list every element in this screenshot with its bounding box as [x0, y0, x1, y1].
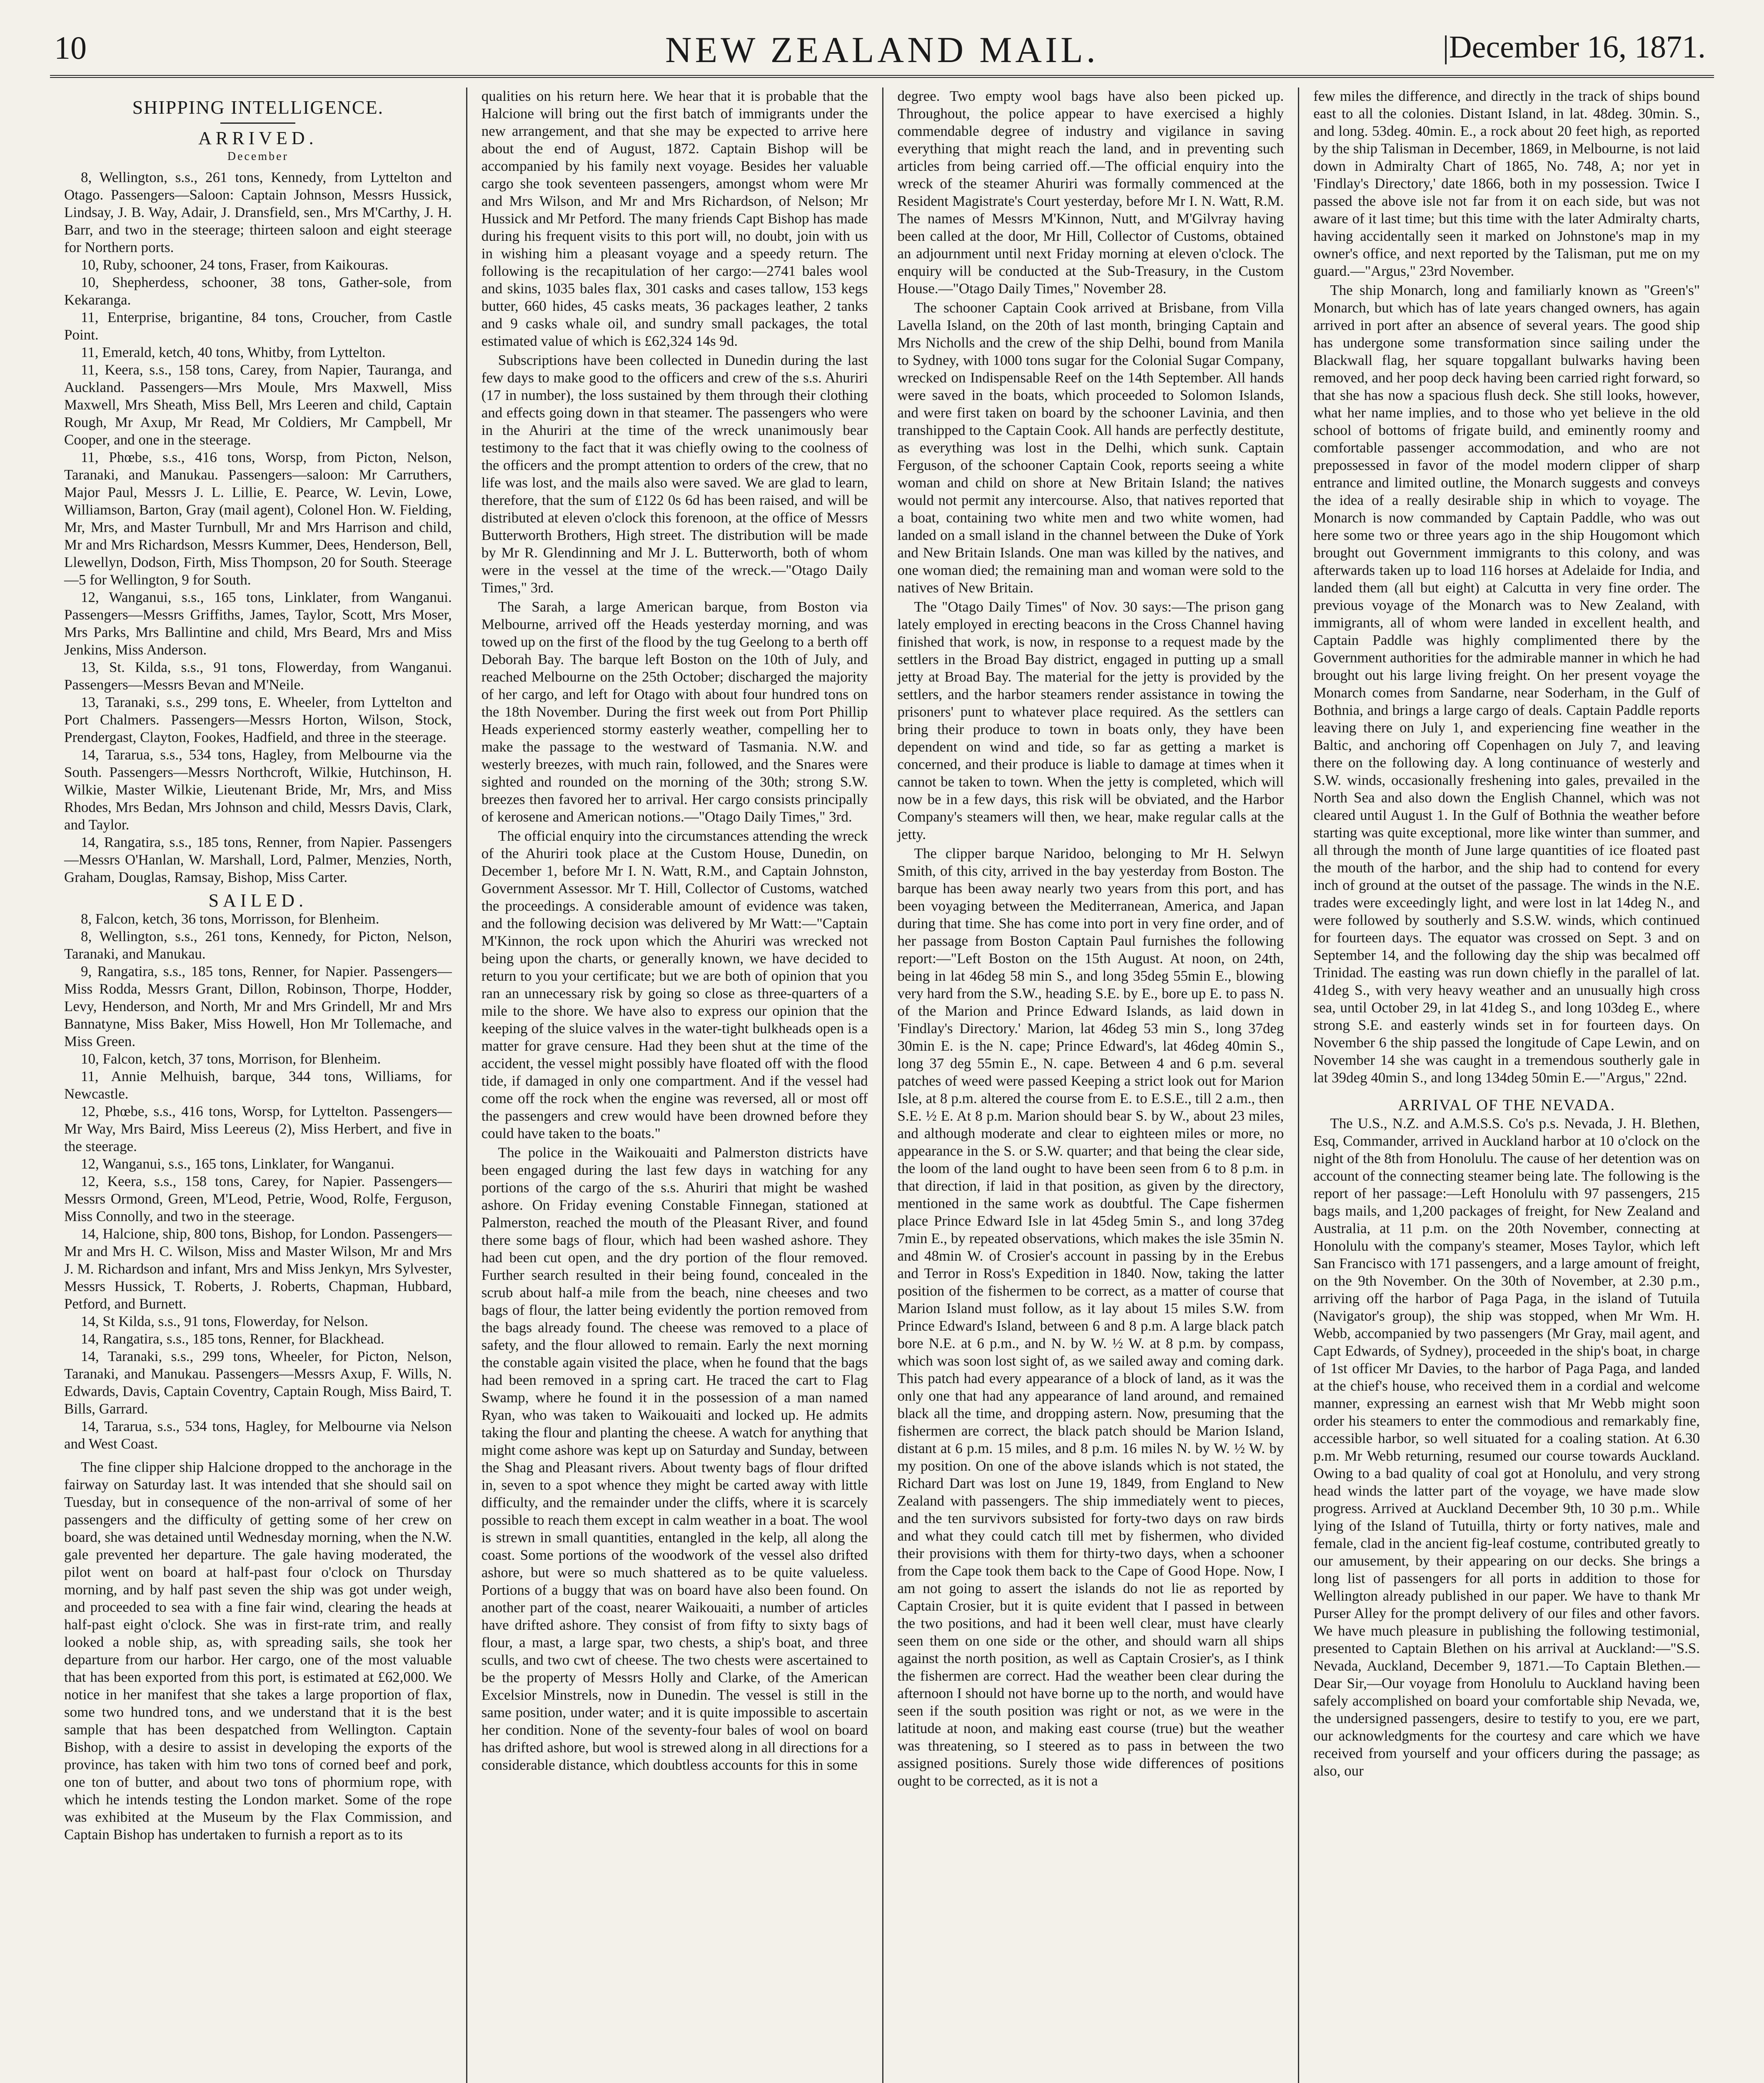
- sailing-entry: 12, Wanganui, s.s., 165 tons, Linklater, for Wanganui.: [81, 1156, 394, 1172]
- article-paragraph: The "Otago Daily Times" of Nov. 30 says:—The prison gang lately employed in erecting beacons in the Cross Channel having finished that work, is now, in response to a request made by the settlers in the Broad Bay district, engaged in putting up a small jetty at Broad Bay. The material for the jetty is provided by the settlers, and the harbor steamers render assistance in towing the prisoners' punt to whatever place required. As the settlers can bring their produce to town in boats only, they have been dependent on wind and tide, so far as getting a market is concerned, and their produce is liable to damage at times when it cannot be taken to town. When the jetty is completed, which will now be in a few days, this risk will be obviated, and the Harbor Company's steamers will then, we hear, make regular calls at the jetty.: [897, 599, 1284, 842]
- arrival-entry: 11, Enterprise, brigantine, 84 tons, Croucher, from Castle Point.: [64, 309, 452, 343]
- month-label: December: [227, 150, 289, 163]
- divider: [220, 122, 295, 124]
- newspaper-title: NEW ZEALAND MAIL.: [665, 30, 1099, 70]
- sailing-entry: 11, Annie Melhuish, barque, 344 tons, Williams, for Newcastle.: [64, 1068, 452, 1102]
- arrived-heading: ARRIVED.: [198, 128, 318, 148]
- article-paragraph: The fine clipper ship Halcione dropped to the anchorage in the fairway on Saturday last. It was intended that she should sail on Tuesday, but in consequence of the non-arrival of some of her passengers and the difficulty of getting some of her crew on board, she was detained until Wednesday morning, when the N.W. gale prevented her departure. The gale having moderated, the pilot went on board at half-past four o'clock on Thursday morning, and by half past seven the ship was got under weigh, and proceeded to sea with a fine fair wind, clearing the heads at half-past eight o'clock. She was in first-rate trim, and really looked a noble ship, as, with spreading sails, she took her departure from our harbor. Her cargo, one of the most valuable that has been exported from this port, is estimated at £62,000. We notice in her manifest that she takes a large proportion of flax, some two hundred tons, and we understand that it is the best sample that has been despatched from Wellington. Captain Bishop, with a desire to assist in developing the exports of the province, has taken with him two tons of corned beef and pork, one ton of butter, and about two tons of phormium rope, with which he intends testing the London market. Some of the rope was exhibited at the Museum by the Flax Commission, and Captain Bishop has undertaken to furnish a report as to its: [64, 1459, 452, 1843]
- sailing-entry: 14, St Kilda, s.s., 91 tons, Flowerday, for Nelson.: [81, 1313, 368, 1329]
- column-3: [882, 87, 1298, 2083]
- arrival-entry: 8, Wellington, s.s., 261 tons, Kennedy, from Lyttelton and Otago. Passengers—Saloon: Captain Johnson, Messrs Hussick, Lindsay, J. B. Way, Adair, J. Dransfield, sen., Mrs M'Carthy, J. H. Barr, and two in the steerage; thirteen saloon and eight steerage for Northern ports.: [64, 169, 452, 255]
- arrival-entry: 12, Wanganui, s.s., 165 tons, Linklater, from Wanganui. Passengers—Messrs Griffiths, James, Taylor, Scott, Mrs Moser, Mrs Parks, Mrs Ballintine and child, Mrs Beard, Mrs and Miss Jenkins, Miss Anderson.: [64, 589, 452, 658]
- arrival-entry: 11, Keera, s.s., 158 tons, Carey, from Napier, Tauranga, and Auckland. Passengers—Mrs Moule, Mrs Maxwell, Miss Maxwell, Mrs Sheath, Miss Bell, Mrs Leeren and child, Captain Rough, Mr Axup, Mr Read, Mr Coldiers, Mr Campbell, Mr Cooper, and one in the steerage.: [64, 362, 452, 448]
- sailing-entry: 12, Keera, s.s., 158 tons, Carey, for Napier. Passengers—Messrs Ormond, Green, M'Leod, Petrie, Wood, Rolfe, Ferguson, Miss Connolly, and two in the steerage.: [64, 1173, 452, 1224]
- arrival-entry: 14, Rangatira, s.s., 185 tons, Renner, from Napier. Passengers—Messrs O'Hanlan, W. Marshall, Lord, Palmer, Menzies, North, Graham, Douglas, Ramsay, Bishop, Miss Carter.: [64, 834, 452, 885]
- article-paragraph: The Sarah, a large American barque, from Boston via Melbourne, arrived off the Heads yesterday morning, and was towed up on the first of the flood by the tug Geelong to a berth off Deborah Bay. The barque left Boston on the 10th of July, and reached Melbourne on the 25th October; discharged the majority of her cargo, and left for Otago with about four hundred tons on the 18th November. During the first week out from Port Phillip Heads experienced stormy easterly weather, compelling her to make the passage to the westward of Tasmania. N.W. and westerly breezes, with much rain, followed, and the Snares were sighted and rounded on the morning of the 30th; strong S.W. breezes then favored her to arrival. Her cargo consists principally of kerosene and American notions.—"Otago Daily Times," 3rd.: [481, 599, 868, 825]
- masthead: [50, 29, 1714, 78]
- article-paragraph: The police in the Waikouaiti and Palmerston districts have been engaged during the last few days in watching for any portions of the cargo of the s.s. Ahuriri that might be washed ashore. On Friday evening Constable Finnegan, stationed at Palmerston, reached the mouth of the Pleasant River, and found there some bags of flour, which had been washed ashore. They had been cut open, and the dry portion of the flour removed. Further search resulted in their being found, concealed in the scrub about half-a mile from the beach, nine cheeses and two bags of flour, the latter being evidently the portion removed from the bags already found. The cheese was removed to a place of safety, and the flour allowed to remain. Early the next morning the constable again visited the place, when he found that the bags had been removed in a spring cart. He traced the cart to Flag Swamp, where he found it in the possession of a man named Ryan, who was taken to Waikouaiti and locked up. He admits taking the flour and planting the cheese. A watch for anything that might come ashore was kept up on Saturday and Sunday, between the Shag and Pleasant rivers. About twenty bags of flour drifted in, seven to a spot whence they might be carted away with little difficulty, and the remainder under the cliffs, where it is scarcely possible to reach them except in calm weather in a boat. The wool is strewn in small quantities, entangled in the kelp, all along the coast. Some portions of the woodwork of the vessel also drifted ashore, but were so much shattered as to be quite valueless. Portions of a buggy that was on board have also been found. On another part of the coast, nearer Waikouaiti, a number of articles have drifted ashore. They consist of from fifty to sixty bags of flour, a mast, a large spar, two chests, a ship's boat, and three sculls, and two cwt of cheese. The two chests were ascertained to be the property of Messrs Holly and Clarke, of the American Excelsior Minstrels, now in Dunedin. The vessel is still in the same position, under water; and it is quite impossible to ascertain her condition. None of the seventy-four bales of wool on board has drifted ashore, but wool is strewed along in all directions for a considerable distance, which doubtless accounts for this in some: [481, 1144, 868, 1773]
- article-paragraph: qualities on his return here. We hear that it is probable that the Halcione will bring out the first batch of immigrants under the new arrangement, and that she may be expected to arrive here about the end of August, 1872. Captain Bishop will be accompanied by his family next voyage. Besides her valuable cargo she took seventeen passengers, amongst whom were Mr and Mrs Wilson, and Mr and Mrs Richardson, of Nelson; Mr Hussick and Mr Petford. The many friends Capt Bishop has made during his frequent visits to this port will, no doubt, join with us in wishing him a pleasant voyage and a speedy return. The following is the recapitulation of her cargo:—2741 bales wool and skins, 1035 bales flax, 301 casks and cases tallow, 153 kegs butter, 660 hides, 45 casks meats, 36 packages leather, 2 tanks and 9 casks whale oil, and sundry small packages, the total estimated value of which is £62,324 14s 9d.: [481, 88, 868, 349]
- shipping-intelligence-heading: SHIPPING INTELLIGENCE.: [132, 97, 384, 118]
- column-2: [466, 87, 882, 2083]
- sailing-entry: 14, Tararua, s.s., 534 tons, Hagley, for Melbourne via Nelson and West Coast.: [64, 1418, 452, 1452]
- arrival-entry: 10, Ruby, schooner, 24 tons, Fraser, from Kaikouras.: [81, 257, 389, 273]
- sailing-entry: 12, Phœbe, s.s., 416 tons, Worsp, for Lyttelton. Passengers—Mr Way, Mrs Baird, Miss Leereus (2), Miss Herbert, and five in the steerage.: [64, 1103, 452, 1154]
- sailed-heading: SAILED.: [208, 890, 308, 911]
- column-1: [50, 87, 466, 2083]
- article-paragraph: The clipper barque Naridoo, belonging to Mr H. Selwyn Smith, of this city, arrived in the bay yesterday from Boston. The barque has been away nearly two years from this port, and has been voyaging between the Mediterranean, America, and Japan during that time. She has come into port in very fine order, and of her passage from Boston Captain Paul furnishes the following report:—"Left Boston on the 15th August. At noon, on 24th, being in lat 46deg 58 min S., and long 35deg 55min E., blowing very hard from the S.W., heading S.E. by E., bore up E. to pass N. of the Marion and Prince Edward Islands, as laid down in 'Findlay's Directory.' Marion, lat 46deg 53 min S., long 37deg 30min E. is the N. cape; Prince Edward's, lat 46deg 40min S., long 37 deg 55min E., N. cape. Between 4 and 6 p.m. several patches of weed were passed Keeping a strict look out for Marion Isle, at 8 p.m. altered the course from E. to E.S.E., till 2 a.m., then S.E. ½ E. At 8 p.m. Marion should bear S. by W., about 23 miles, and although moderate and clear to eighteen miles or more, no appearance in the S. or S.W. quarter; and that being the clear side, the loom of the land ought to have been seen from 6 to 8 p.m. in that direction, if laid in that position, as given by the directory, mentioned in the same work as doubtful. The Cape fishermen place Prince Edward Isle in lat 45deg 5min S., and long 37deg 7min E., by repeated observations, which makes the isle 35min N. and 48min W. of Crosier's account in passing by in the Erebus and Terror in Ross's Expedition in 1840. Now, taking the latter position of the fishermen to be correct, as a matter of course that Marion Island must follow, as it lay about 15 miles S.W. from Prince Edward's Island, between 6 and 8 p.m. A large black patch bore N.E. at 6 p.m., and N. by W. ½ W. at 8 p.m. by compass, which was soon lost sight of, as we sailed away and coming dark. This patch had every appearance of a block of land, as it was the only one that had any appearance of land around, and remained black all the time, and dropping astern. Now, presuming that the fishermen are correct, the black patch should be Marion Island, distant at 6 p.m. 15 miles, and 8 p.m. 16 miles N. by W. ½ W. by my position. On one of the above islands which is not stated, the Richard Dart was lost on June 19, 1849, from England to New Zealand with passengers. The ship immediately went to pieces, and the ten survivors subsisted for forty-two days on raw birds and what they could catch till met by fishermen, who divided their provisions with them for thirty-two days, when a schooner from the Cape took them back to the Cape of Good Hope. Now, I am not going to assert the islands do not lie as reported by Captain Crosier, but it is quite evident that I passed in between the two positions, and had it been well clear, must have clearly seen them on one side or the other, and should warn all ships against the north position, as well as Captain Crosier's, as I think the fishermen are correct. Had the weather been clear during the afternoon I should not have borne up to the north, and would have seen if the south position was right or not, as we were in the latitude at noon, and making east course (true) but the weather was threatening, so I steered as to pass in between the two assigned positions. Surely those wide differences of positions ought to be corrected, as it is not a: [897, 845, 1284, 1789]
- arrival-entry: 10, Shepherdess, schooner, 38 tons, Gather-sole, from Kekaranga.: [64, 274, 452, 308]
- sailing-entry: 10, Falcon, ketch, 37 tons, Morrison, for Blenheim.: [81, 1051, 381, 1067]
- column-grid: [50, 87, 1714, 2083]
- article-paragraph: degree. Two empty wool bags have also been picked up. Throughout, the police appear to have exercised a highly commendable degree of industry and vigilance in saving everything that might reach the land, and in preventing such articles from being carried off.—The official enquiry into the wreck of the steamer Ahuriri was formally commenced at the Resident Magistrate's Court yesterday, before Mr I. N. Watt, R.M. The names of Messrs M'Kinnon, Nutt, and M'Gilvray having been called at the door, Mr Hill, Collector of Customs, obtained an adjournment until next Friday morning at eleven o'clock. The enquiry will be conducted at the Sub-Treasury, in the Custom House.—"Otago Daily Times," November 28.: [897, 88, 1284, 297]
- arrival-entry: 13, St. Kilda, s.s., 91 tons, Flowerday, from Wanganui. Passengers—Messrs Bevan and M'Neile.: [64, 659, 452, 693]
- arrived-list: [64, 169, 452, 886]
- issue-date: |December 16, 1871.: [1442, 30, 1706, 65]
- arrival-entry: 13, Taranaki, s.s., 299 tons, E. Wheeler, from Lyttelton and Port Chalmers. Passengers—Messrs Horton, Wilson, Stock, Prendergast, Clayton, Fookes, Hadfield, and three in the steerage.: [64, 694, 452, 745]
- article-paragraph: few miles the difference, and directly in the track of ships bound east to all the colonies. Distant Island, in lat. 48deg. 30min. S., and long. 53deg. 40min. E., a rock about 20 feet high, as reported by the ship Talisman in December, 1869, in Melbourne, is not laid down in Admiralty Chart of 1865, No. 748, A; nor yet in 'Findlay's Directory,' date 1866, both in my possession. Twice I passed the above isle not far from it on each side, but was not aware of it last time; but this time with the later Admiralty charts, having accidentally seen it marked on Johnstone's map in my owner's office, and next reported by the Talisman, put me on my guard.—"Argus," 23rd November.: [1313, 88, 1700, 279]
- article-paragraph: The schooner Captain Cook arrived at Brisbane, from Villa Lavella Island, on the 20th of last month, bringing Captain and Mrs Nicholls and the crew of the ship Delhi, bound from Manila to Sydney, with 1000 tons sugar for the Colonial Sugar Company, wrecked on Indispensable Reef on the 14th September. All hands were saved in the boats, which proceeded to Solomon Islands, and were first taken on board by the schooner Lavinia, and then transhipped to the Captain Cook. All hands are perfectly destitute, as everything was lost in the Delhi, which sunk. Captain Ferguson, of the schooner Captain Cook, reports seeing a white woman and child on shore at New Britain Island; the natives would not permit any intercourse. Also, that natives reported that a boat, containing two white men and two white women, had landed on a small island in the channel between the Duke of York and New Britain Islands. One man was killed by the natives, and one woman died; the remaining man and woman were sold to the natives of New Britain.: [897, 300, 1284, 596]
- sailing-entry: 14, Taranaki, s.s., 299 tons, Wheeler, for Picton, Nelson, Taranaki, and Manukau. Passengers—Messrs Axup, F. Wills, N. Edwards, Davis, Captain Coventry, Captain Rough, Miss Baird, T. Bills, Garrard.: [64, 1348, 452, 1417]
- page-number: 10: [54, 30, 87, 66]
- arrival-entry: 11, Emerald, ketch, 40 tons, Whitby, from Lyttelton.: [81, 344, 386, 360]
- column-4: [1298, 87, 1714, 2083]
- sailing-entry: 8, Falcon, ketch, 36 tons, Morrisson, for Blenheim.: [81, 911, 379, 927]
- article-paragraph: The U.S., N.Z. and A.M.S.S. Co's p.s. Nevada, J. H. Blethen, Esq, Commander, arrived in Auckland harbor at 10 o'clock on the night of the 8th from Honolulu. The cause of her detention was on account of the connecting steamer being late. The following is the report of her passage:—Left Honolulu with 97 passengers, 215 bags mails, and 1,200 packages of freight, for New Zealand and Australia, at 11 p.m. on the 20th November, connecting at Honolulu with the company's steamer, Moses Taylor, which left San Francisco with 171 passengers, and a large amount of freight, on the 9th November. On the 30th of November, at 2.30 p.m., arriving off the harbor of Paga Paga, in the island of Tutuila (Navigator's group), the ship was stopped, when Mr Wm. H. Webb, accompanied by two passengers (Mr Gray, mail agent, and Capt Edwards, of Sydney), proceeded in the ship's boat, in charge of 1st officer Mr Davies, to the harbor of Paga Paga, and landed at the chief's house, who received them in a cordial and welcome manner, expressing an earnest wish that Mr Webb might soon order his steamers to enter the commodious and remarkably fine, accessible harbor, so well situated for a coaling station. At 6.30 p.m. Mr Webb returning, resumed our course towards Auckland. Owing to a bad quality of coal got at Honolulu, and very strong head winds the latter part of the voyage, we have made slow progress. Arrived at Auckland December 9th, 10 30 p.m.. While lying of the Island of Tutuilla, thirty or forty natives, male and female, clad in the ancient fig-leaf costume, contributed greatly to our amusement, by their appearing on our decks. She brings a long list of passengers for all ports in addition to those for Wellington already published in our paper. We have to thank Mr Purser Alley for the prompt delivery of our files and other favors. We have much pleasure in publishing the following testimonial, presented to Captain Blethen on his arrival at Auckland:—"S.S. Nevada, Auckland, December 9, 1871.—To Captain Blethen.—Dear Sir,—Our voyage from Honolulu to Auckland having been safely accomplished on board your comfortable ship Nevada, we, the undersigned passengers, desire to testify to you, ere we part, our acknowledgments for the courtesy and care which we have received from yourself and your officers during the passage; as also, our: [1313, 1115, 1700, 1779]
- sailing-entry: 9, Rangatira, s.s., 185 tons, Renner, for Napier. Passengers—Miss Rodda, Messrs Grant, Dillon, Robinson, Thorpe, Hodder, Levy, Henderson, and North, Mr and Mrs Grindell, Mr and Mrs Bannatyne, Miss Baker, Miss Howell, Hon Mr Tollemache, and Miss Green.: [64, 963, 452, 1049]
- sailed-list: [64, 910, 452, 1453]
- arrival-entry: 14, Tararua, s.s., 534 tons, Hagley, from Melbourne via the South. Passengers—Messrs Northcroft, Wilkie, Hutchinson, H. Wilkie, Master Wilkie, Lieutenant Bride, Mr, Mrs, and Miss Rhodes, Mrs Bedan, Mrs Johnson and child, Messrs Davis, Clark, and Taylor.: [64, 747, 452, 833]
- article-paragraph: The ship Monarch, long and familiarly known as "Green's" Monarch, but which has of late years changed owners, has again arrived in port after an absence of several years. The good ship has undergone some transformation since sailing under the Blackwall flag, her square topgallant bulwarks having been removed, and her poop deck having been carried right forward, so that she has now a spacious flush deck. She still looks, however, what her name implies, and to those who yet believe in the old school of bottoms of frigate build, and eminently roomy and comfortable passenger accommodation, and who are not prepossessed in favor of the model modern clipper of sharp entrance and limited outline, the Monarch suggests and conveys the idea of a really desirable ship in which to voyage. The Monarch is now commanded by Captain Paddle, who was out here some two or three years ago in the ship Hougomont which brought out Government immigrants to this colony, and was afterwards taken up to load 116 horses at Adelaide for India, and landed them (all but eight) at Calcutta in very fine order. The previous voyage of the Monarch was to New Zealand, with immigrants, all of whom were landed in excellent health, and Captain Paddle was highly complimented there by the Government authorities for the admirable manner in which he had brought out his large living freight. On her present voyage the Monarch comes from Sandarne, near Soderham, in the Gulf of Bothnia, and brings a large cargo of deals. Captain Paddle reports leaving there on July 1, and experiencing fine weather in the Baltic, and anchoring off Copenhagen on July 7, and leaving there on the following day. A long continuance of westerly and S.W. winds, occasionally freshening into gales, prevailed in the North Sea and also down the English Channel, which was not cleared until August 1. In the Gulf of Bothnia the weather before starting was quite exceptional, more like winter than summer, and all through the month of June large quantities of ice floated past the mouth of the harbor, and the ship had to contend for every inch of ground at the outset of the passage. The winds in the N.E. trades were exceedingly light, and were lost in lat 14deg N., and were followed by southerly and S.S.W. winds, which continued for fourteen days. The equator was crossed on Sept. 3 and on September 14, and the following day the ship was becalmed off Trinidad. The easting was run down chiefly in the parallel of lat. 41deg S., with very heavy weather and an unusually high cross sea, until October 29, in lat 41deg S., and long 103deg E., where strong S.E. and easterly winds set in for fourteen days. On November 6 the ship passed the longitude of Cape Lewin, and on November 14 she was caught in a tremendous southerly gale in lat 39deg 40min S., and long 134deg 50min E.—"Argus," 22nd.: [1313, 282, 1700, 1086]
- article-paragraph: The official enquiry into the circumstances attending the wreck of the Ahuriri took place at the Custom House, Dunedin, on December 1, before Mr I. N. Watt, R.M., and Captain Johnston, Government Assessor. Mr T. Hill, Collector of Customs, watched the proceedings. A considerable amount of evidence was taken, and the following decision was delivered by Mr Watt:—"Captain M'Kinnon, the rock upon which the Ahuriri was wrecked not being upon the charts, or generally known, we have decided to return to you your certificate; but we are both of opinion that you ran an unnecessary risk by going so close as three-quarters of a mile to the shore. We have also to express our opinion that the keeping of the sluice valves in the water-tight bulkheads open is a matter for grave censure. Had they been shut at the time of the accident, the vessel might possibly have floated off with the flood tide, if damaged in only one compartment. And if the vessel had come off the rock when the engine was reversed, all or most off the passengers and crew would have been drowned before they could have taken to the boats.": [481, 828, 868, 1141]
- sailing-entry: 14, Halcione, ship, 800 tons, Bishop, for London. Passengers—Mr and Mrs H. C. Wilson, Miss and Master Wilson, Mr and Mrs J. M. Richardson and infant, Mrs and Miss Jenkyn, Mrs Sylvester, Messrs Hussick, T. Roberts, J. Roberts, Chapman, Hubbard, Petford, and Burnett.: [64, 1226, 452, 1312]
- arrival-entry: 11, Phœbe, s.s., 416 tons, Worsp, from Picton, Nelson, Taranaki, and Manukau. Passengers—saloon: Mr Carruthers, Major Paul, Messrs J. L. Lillie, E. Pearce, W. Levin, Lowe, Williamson, Barton, Gray (mail agent), Colonel Hon. W. Fielding, Mr, Mrs, and Master Turnbull, Mr and Mrs Harrison and child, Mr and Mrs Richardson, Messrs Kummer, Dees, Henderson, Bell, Llewellyn, Dodson, Firth, Miss Thompson, 20 for South. Steerage—5 for Wellington, 9 for South.: [64, 449, 452, 588]
- sailing-entry: 8, Wellington, s.s., 261 tons, Kennedy, for Picton, Nelson, Taranaki, and Manukau.: [64, 928, 452, 962]
- sailing-entry: 14, Rangatira, s.s., 185 tons, Renner, for Blackhead.: [81, 1331, 384, 1347]
- article-paragraph: Subscriptions have been collected in Dunedin during the last few days to make good to the officers and crew of the s.s. Ahuriri (17 in number), the loss sustained by them through their clothing and effects going down in that steamer. The passengers who were in the Ahuriri at the time of the wreck unanimously bear testimony to the fact that it was chiefly owing to the coolness of the officers and the prompt attention to orders of the crew, that no life was lost, and the mails also were saved. We are glad to learn, therefore, that the sum of £122 0s 6d has been raised, and will be distributed at eleven o'clock this forenoon, at the office of Messrs Butterworth Brothers, High street. The distribution will be made by Mr R. Glendinning and Mr J. L. Butterworth, both of whom were in the vessel at the time of the wreck.—"Otago Daily Times," 3rd.: [481, 352, 868, 596]
- nevada-heading: ARRIVAL OF THE NEVADA.: [1398, 1096, 1616, 1114]
